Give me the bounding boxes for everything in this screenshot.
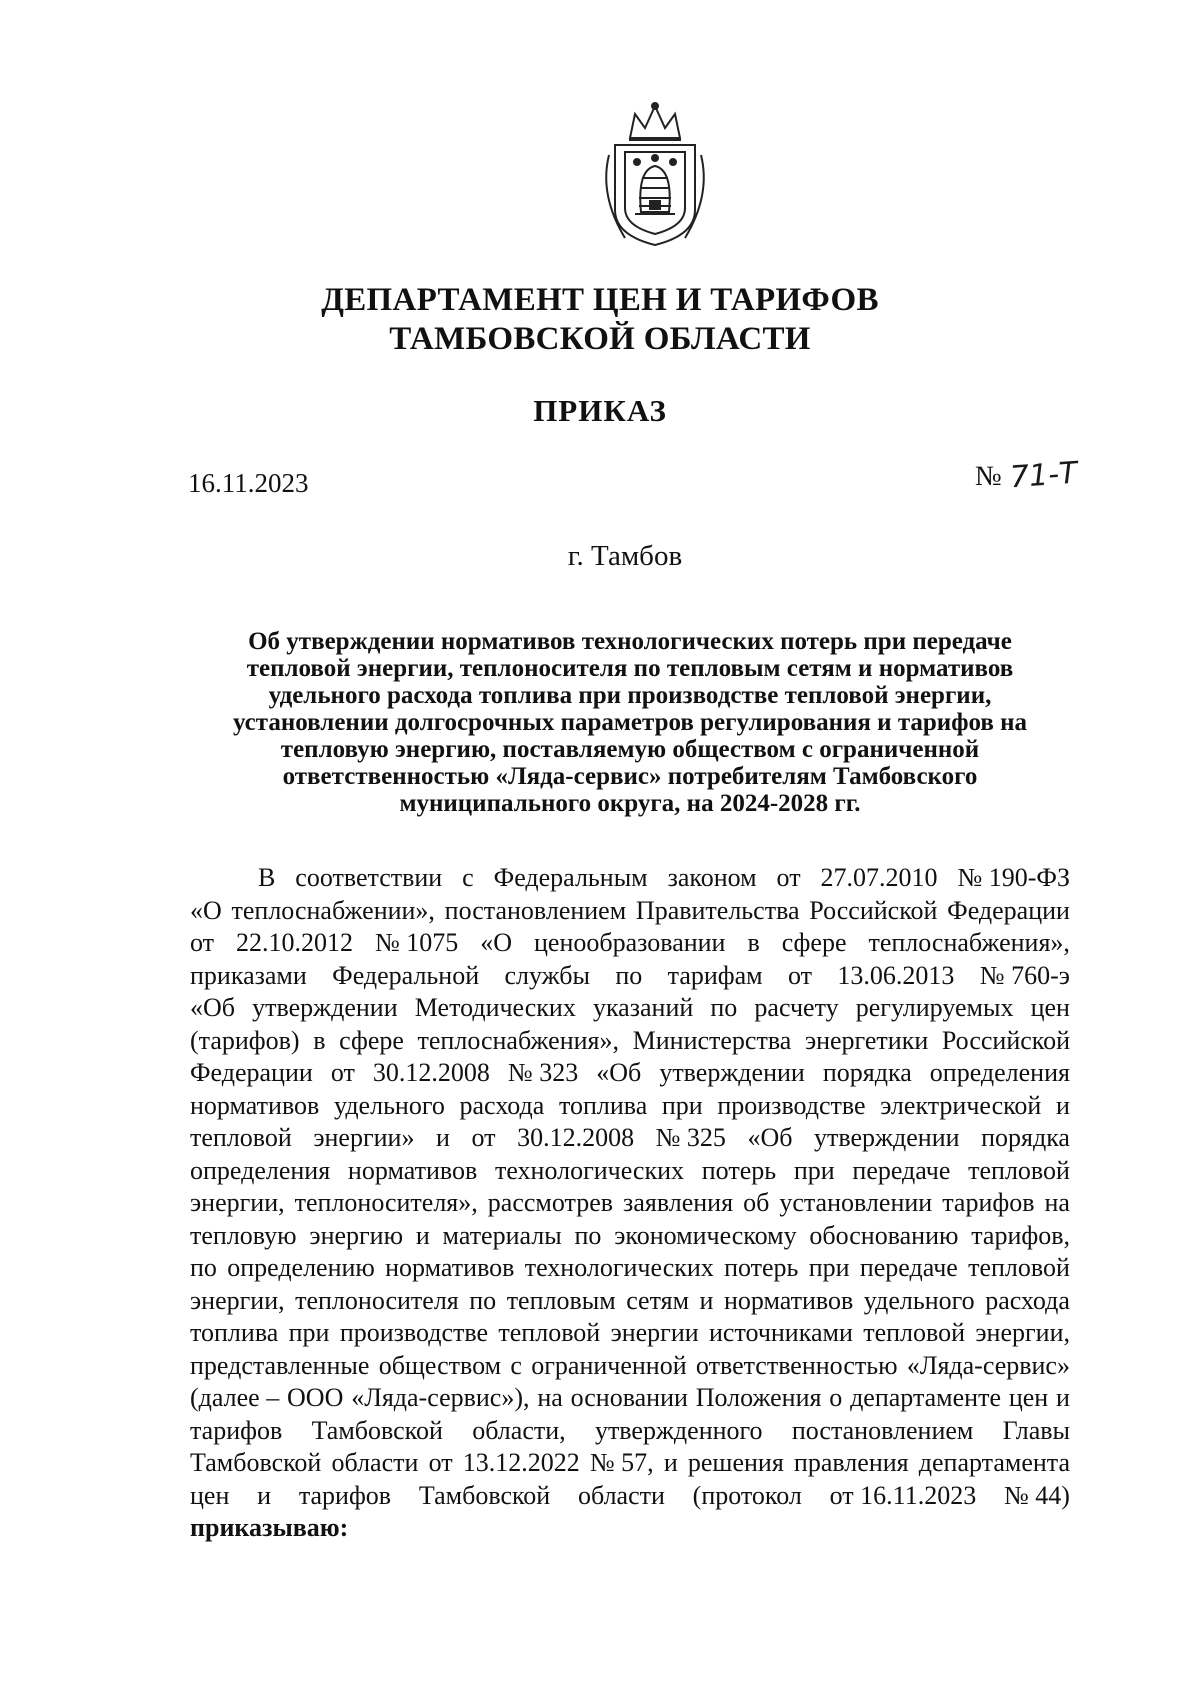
body-word: в [747,928,760,957]
body-word: расхода [985,1285,1070,1315]
order-subject [190,628,1070,817]
body-word: теплоносителя [295,1285,459,1315]
body-word: Федеральной [332,960,480,990]
body-line [190,1090,1070,1123]
body-word: теплоносителя», [294,1188,478,1217]
body-line [190,1285,1070,1318]
body-line [190,862,1070,895]
body-word: тепловым [506,1285,616,1315]
body-word: Тамбовской [311,1415,443,1445]
body-word: заявления [623,1188,734,1217]
body-word: теплоснабжении», [231,895,435,925]
body-word: постановлением [791,1415,974,1445]
body-word: цен [1030,993,1070,1022]
body-line [190,1382,1070,1415]
body-word: тепловой [968,1155,1070,1185]
body-word: «О [190,895,222,925]
body-word: по [574,1220,602,1250]
body-word: технологических [494,1155,685,1185]
body-word: Российской [809,895,938,925]
body-line [190,1122,1070,1155]
body-word: от [330,1058,355,1087]
body-word: с [462,863,474,892]
body-word: соответствии [295,863,443,892]
body-word: представленные [190,1350,370,1380]
body-word: сфере [339,1025,404,1055]
body-word: № 190-ФЗ [957,863,1070,892]
body-word: В [258,863,276,892]
handwritten-number: 71-Т [1008,455,1079,496]
body-word: от [428,1448,453,1477]
subject-line: установлении долгосрочных параметров регулирования и тарифов на [232,709,1028,736]
body-word: обществом [378,1350,502,1380]
body-word: порядка [822,1058,912,1087]
body-word: тепловой [190,1123,292,1152]
body-word: № 44) [1003,1480,1070,1510]
body-word: нормативов [347,1155,478,1185]
body-word: на [537,1383,563,1412]
body-word: и [1056,1090,1070,1120]
body-word: экономическому [614,1220,797,1250]
body-word: законом [667,863,757,892]
body-word: по [710,993,738,1022]
body-word: энергии, [975,1318,1070,1347]
body-word: установлении [779,1188,933,1217]
body-word: правления [793,1448,909,1477]
body-line [190,1155,1070,1188]
body-word: Министерства [632,1025,792,1055]
body-line [190,992,1070,1025]
body-word: передаче [852,1155,951,1185]
body-word: № 323 [507,1058,579,1087]
body-word: по [190,1253,217,1282]
body-word: и [699,1285,714,1315]
body-word: № 325 [655,1123,726,1152]
body-word: 30.12.2008 [372,1058,490,1087]
body-word: Методических [414,993,576,1022]
body-word: обоснованию [809,1220,959,1250]
body-word: ООО [287,1383,344,1412]
order-date: 16.11.2023 [188,468,309,498]
department-name-line1: ДЕПАРТАМЕНТ ЦЕН И ТАРИФОВ [321,282,879,318]
body-word: при [808,1253,850,1282]
body-word: тепловой [968,1253,1070,1282]
body-line [190,1252,1070,1285]
body-word: от [776,863,801,892]
body-word: и [1056,1383,1070,1412]
body-word: теплоснабжения», [417,1025,619,1055]
body-word: Российской [941,1025,1070,1055]
body-word: производстве [339,1318,489,1347]
body-word: цен [190,1480,230,1510]
document-type: ПРИКАЗ [533,393,667,428]
body-word: при [793,1155,835,1185]
body-word: утверждении [659,1058,805,1087]
body-word: службы [504,960,590,990]
body-word: Правительства [635,895,800,925]
body-word: указаний [592,993,694,1022]
body-word: Главы [1002,1415,1070,1445]
body-word: 13.12.2022 [462,1448,580,1477]
body-word: от [471,1123,496,1152]
body-word: департамента [918,1448,1070,1477]
body-word: тепловой [863,1318,966,1347]
body-word: «О [480,928,513,957]
body-word: «Ляда-сервис» [906,1350,1070,1380]
body-word: в [313,1025,326,1055]
body-word: расчету [754,993,839,1022]
body-word: топлива [190,1318,279,1347]
body-word: 22.10.2012 [236,928,353,957]
body-word: (тарифов) [190,1025,300,1055]
body-word: тепловой [498,1318,601,1347]
department-name-line2: ТАМБОВСКОЙ ОБЛАСТИ [389,321,811,357]
body-word: «Об [747,1123,793,1152]
body-word: тарифов [298,1480,392,1510]
body-word: ценообразовании [534,928,726,957]
body-word: материалы [442,1220,562,1250]
body-word: основании [570,1383,688,1412]
body-word: определения [190,1155,331,1185]
order-number [975,455,1079,496]
body-word: утверждении [252,993,398,1022]
subject-line: ответственностью «Ляда-сервис» потребителям Тамбовского [282,763,978,790]
city-name: г. Тамбов [567,540,683,572]
body-word: 27.07.2010 [820,863,938,892]
subject-line: тепловой энергии, теплоносителя по тепловым сетям и нормативов [246,655,1014,682]
body-word: 30.12.2008 [517,1123,635,1152]
body-word: и [257,1480,272,1510]
body-word: Федеральным [493,863,648,892]
body-word: тарифов [190,1415,283,1445]
body-word: определения [929,1058,1070,1087]
body-word: по [469,1285,497,1315]
body-line [190,1350,1070,1383]
body-word: тарифов, [971,1220,1070,1250]
body-word: рассмотрев [487,1188,614,1217]
body-word: 13.06.2013 [837,960,955,990]
body-word: источниками [709,1318,853,1347]
body-word: постановлением [444,895,627,925]
body-word: энергии [610,1318,699,1347]
body-word: теплоснабжения», [868,928,1070,957]
body-line [190,1480,1070,1513]
body-word: о [829,1383,843,1412]
body-word: и [663,1448,678,1477]
body-word: ограниченной [531,1350,687,1380]
body-word: порядка [981,1123,1070,1152]
body-word: электрической [880,1090,1042,1120]
subject-line: удельного расхода топлива при производстве тепловой энергии, [268,682,992,709]
body-word: нормативов [723,1285,854,1315]
body-word: Тамбовской [190,1448,322,1477]
body-word: области, [472,1415,566,1445]
body-word: от [788,960,813,990]
body-word: расхода [459,1090,545,1120]
body-line [190,895,1070,928]
body-word: нормативов [385,1253,515,1282]
body-word: производстве [717,1090,866,1120]
body-word: тепловую [190,1220,297,1250]
body-word: ответственностью [695,1350,898,1380]
body-word: на [1044,1188,1070,1217]
body-word: потерь [724,1253,799,1282]
body-word: № 760-э [979,960,1070,990]
body-line [190,1220,1070,1253]
body-word: № 57, [589,1448,654,1477]
body-word: энергию [309,1220,404,1250]
body-word: Положения [695,1383,822,1412]
body-word: «Об [596,1058,642,1087]
body-word: утверждении [814,1123,960,1152]
body-line [190,1025,1070,1058]
body-word: топлива [558,1090,648,1120]
body-word: энергии, [190,1188,285,1217]
body-word: Тамбовской [418,1480,551,1510]
body-word: утвержденного [594,1415,763,1445]
body-word: области [577,1480,665,1510]
body-word: энергетики [804,1025,929,1055]
body-word: с [510,1350,522,1380]
order-body [190,862,1070,1545]
body-word: технологических [524,1253,714,1282]
body-word: и [415,1220,430,1250]
body-word: Федерации [190,1058,313,1087]
body-word: энергии, [190,1285,285,1315]
number-sign: № [975,461,1002,492]
body-word: № 1075 [374,928,459,957]
body-line [190,1057,1070,1090]
body-word: удельного [333,1090,445,1120]
body-word: сфере [781,928,847,957]
body-word: сетям [626,1285,690,1315]
body-word: определению [227,1253,375,1282]
body-line [190,1447,1070,1480]
body-line [190,1187,1070,1220]
body-word: при [288,1318,330,1347]
closing-word: приказываю: [190,1513,349,1542]
body-word: при [661,1090,703,1120]
body-word: (протокол [692,1480,802,1510]
body-word: тарифов [942,1188,1035,1217]
body-word: передаче [859,1253,958,1282]
body-line [190,1415,1070,1448]
body-word: (далее – [190,1383,280,1412]
body-word: энергии» [313,1123,415,1152]
subject-line: Об утверждении нормативов технологических потерь при передаче [248,628,1012,655]
body-word: удельного [863,1285,975,1315]
body-word: потерь [701,1155,777,1185]
body-line [190,927,1070,960]
body-word: тарифам [667,960,763,990]
subject-line: муниципального округа, на 2024-2028 гг. [399,790,861,817]
body-word: нормативов [190,1090,320,1120]
body-word: цен [1008,1383,1049,1412]
body-word: по [615,960,643,990]
body-word: об [743,1188,770,1217]
tambov-coat-of-arms-icon [585,100,725,250]
body-line [190,1317,1070,1350]
body-word: области [331,1448,419,1477]
body-line [190,960,1070,993]
body-word: «Ляда-сервис»), [351,1383,530,1412]
body-word: от 16.11.2023 [829,1480,977,1510]
body-word: приказами [190,960,307,990]
body-word: регулируемых [855,993,1014,1022]
body-word: «Об [190,993,236,1022]
body-word: и [436,1123,450,1152]
body-word: департаменте [850,1383,1001,1412]
subject-line: тепловую энергию, поставляемую обществом с ограниченной [280,736,980,763]
body-word: от [190,928,215,957]
body-word: Федерации [947,895,1070,925]
body-word: решения [687,1448,784,1477]
